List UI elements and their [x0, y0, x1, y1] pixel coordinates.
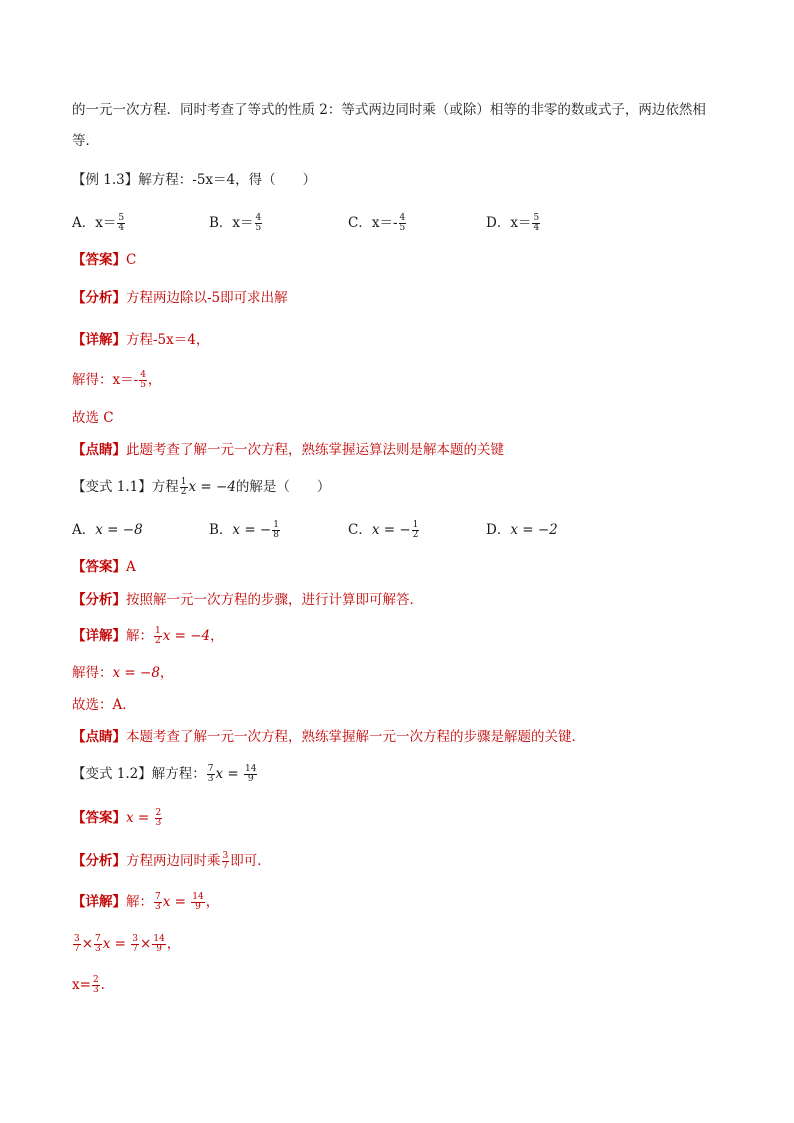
detail-text: 方程-5x＝4，	[126, 332, 210, 348]
v12-answer-mark: 【答案】	[72, 810, 126, 826]
v12-step-line: $\frac{3}{7}$ × $\frac{7}{3}$ x = $\frac{3}{7}$ × $\frac{14}{9}$ ，	[74, 934, 181, 954]
v11-detail-line: 【详解】解： $\frac{1}{2}$ x = −4，	[72, 626, 224, 646]
analysis-mark: 【分析】	[72, 290, 126, 306]
v11-analysis-line	[72, 590, 423, 610]
analysis-text: 方程两边除以-5即可求出解	[126, 290, 288, 306]
option-b: B．x＝ $\frac{4}{5}$	[209, 213, 262, 233]
v11-option-d: D．x = −2	[486, 522, 558, 538]
v11-comment-mark: 【点睛】	[72, 729, 126, 745]
v11-analysis-mark: 【分析】	[72, 592, 126, 608]
v11-option-b: B．x = − $\frac{1}{8}$	[209, 520, 279, 540]
v11-answer-value: A	[126, 559, 136, 575]
v11-analysis-text: 按照解一元一次方程的步骤，进行计算即可解答．	[126, 592, 423, 608]
variant-1-2-question: 【变式 1.2】解方程： $\frac{7}{3}$ x = $\frac{14}{9}$	[72, 764, 257, 784]
v12-analysis-mark: 【分析】	[72, 853, 126, 869]
v11-option-c: C．x = − $\frac{1}{2}$	[348, 520, 419, 540]
v12-final-line: x= $\frac{2}{3}$ .	[72, 975, 105, 995]
v11-detail-mark: 【详解】	[72, 628, 126, 644]
option-a: A．x＝ $\frac{5}{4}$	[72, 213, 125, 233]
v11-choice-line: 故选：A．	[72, 697, 136, 713]
v11-comment-text: 本题考查了解一元一次方程，熟练掌握解一元一次方程的步骤是解题的关键．	[126, 729, 585, 745]
answer-line	[72, 250, 136, 270]
example-1-3-question: 【例 1.3】解方程：-5x＝4，得（ ）	[72, 172, 317, 188]
comment-text: 此题考查了解一元一次方程，熟练掌握运算法则是解本题的关键	[126, 442, 504, 458]
v12-analysis-line: 【分析】方程两边同时乘 $\frac{3}{7}$ 即可．	[72, 851, 271, 871]
v11-answer-mark: 【答案】	[72, 559, 126, 575]
answer-mark: 【答案】	[72, 252, 126, 268]
detail-line	[72, 330, 209, 350]
v12-detail-mark: 【详解】	[72, 894, 126, 910]
v12-answer-line: 【答案】x = $\frac{2}{3}$	[72, 808, 162, 828]
intro-line-1: 的一元一次方程．同时考查了等式的性质 2：等式两边同时乘（或除）相等的非零的数或式子，两边依然相	[72, 102, 706, 118]
v11-solve-line: 解得：x = −8，	[72, 665, 174, 681]
v12-detail-line: 【详解】解： $\frac{7}{3}$ x = $\frac{14}{9}$ ，	[72, 892, 220, 912]
intro-line-2: 等．	[72, 133, 99, 149]
detail-mark: 【详解】	[72, 332, 126, 348]
option-d: D．x＝ $\frac{5}{4}$	[486, 213, 540, 233]
choice-line: 故选 C	[72, 410, 114, 426]
v11-option-a: A．x = −8	[72, 522, 143, 538]
variant-1-1-question: 【变式 1.1】方程 $\frac{1}{2}$ x = −4的解是（ ）	[72, 477, 331, 497]
comment-line	[72, 440, 504, 460]
v11-comment-line	[72, 727, 585, 747]
answer-value: C	[126, 252, 137, 268]
comment-mark: 【点睛】	[72, 442, 126, 458]
option-c: C．x＝- $\frac{4}{5}$	[348, 213, 406, 233]
analysis-line	[72, 288, 288, 308]
solve-line: 解得：x＝- $\frac{4}{5}$ ，	[72, 370, 162, 390]
v11-answer-line	[72, 557, 136, 577]
